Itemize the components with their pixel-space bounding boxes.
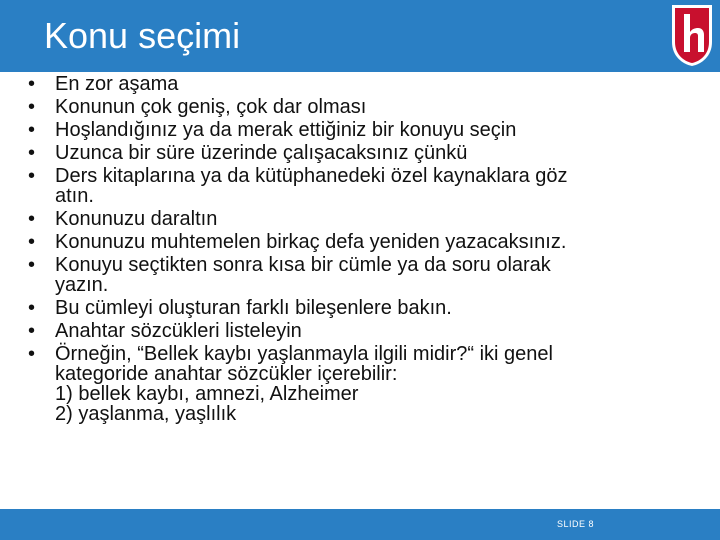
bullet-dot-icon: • [28, 231, 36, 253]
bullet-list [20, 74, 690, 424]
bullet-item [20, 321, 690, 341]
bullet-item [20, 232, 690, 252]
bullet-text-line: Konunuzu daraltın [55, 208, 218, 230]
bullet-item [20, 166, 690, 206]
bullet-dot-icon: • [28, 165, 36, 187]
bullet-text-line: kategoride anahtar sözcükler içerebilir: [55, 363, 398, 385]
bullet-item [20, 209, 690, 229]
bullet-text-line: yazın. [55, 274, 109, 296]
bullet-item [20, 97, 690, 117]
bullet-text-line: Ders kitaplarına ya da kütüphanedeki özel kaynaklara göz [55, 165, 568, 187]
bullet-text-line: Konuyu seçtikten sonra kısa bir cümle ya da soru olarak [55, 254, 551, 276]
bullet-text-line: Anahtar sözcükleri listeleyin [55, 320, 302, 342]
bullet-text-line: atın. [55, 185, 94, 207]
bullet-item [20, 344, 690, 424]
bullet-text-line: 2) yaşlanma, yaşlılık [55, 403, 237, 425]
bullet-dot-icon: • [28, 208, 36, 230]
bullet-dot-icon: • [28, 73, 36, 95]
bullet-text-line: Konunuzu muhtemelen birkaç defa yeniden yazacaksınız. [55, 231, 567, 253]
slide-title: Konu seçimi [44, 15, 241, 56]
bullet-text-line: Bu cümleyi oluşturan farklı bileşenlere bakın. [55, 297, 452, 319]
slide-header-bar [0, 0, 720, 72]
bullet-item [20, 298, 690, 318]
bullet-dot-icon: • [28, 343, 36, 365]
bullet-dot-icon: • [28, 142, 36, 164]
bullet-dot-icon: • [28, 297, 36, 319]
bullet-text-line: 1) bellek kaybı, amnezi, Alzheimer [55, 383, 359, 405]
bullet-item [20, 255, 690, 295]
bullet-dot-icon: • [28, 119, 36, 141]
bullet-dot-icon: • [28, 320, 36, 342]
bullet-item [20, 143, 690, 163]
bullet-dot-icon: • [28, 96, 36, 118]
bullet-item [20, 74, 690, 94]
bullet-list-area [20, 74, 690, 427]
bullet-text-line: Örneğin, “Bellek kaybı yaşlanmayla ilgili midir?“ iki genel [55, 343, 553, 365]
bullet-dot-icon: • [28, 254, 36, 276]
bullet-text-line: Konunun çok geniş, çok dar olması [55, 96, 367, 118]
slide-number: SLIDE 8 [557, 519, 595, 529]
hacettepe-logo-icon [668, 2, 716, 68]
bullet-text-line: Uzunca bir süre üzerinde çalışacaksınız çünkü [55, 142, 468, 164]
bullet-item [20, 120, 690, 140]
bullet-text-line: Hoşlandığınız ya da merak ettiğiniz bir konuyu seçin [55, 119, 517, 141]
slide-footer-bar [0, 509, 720, 540]
bullet-text-line: En zor aşama [55, 73, 179, 95]
